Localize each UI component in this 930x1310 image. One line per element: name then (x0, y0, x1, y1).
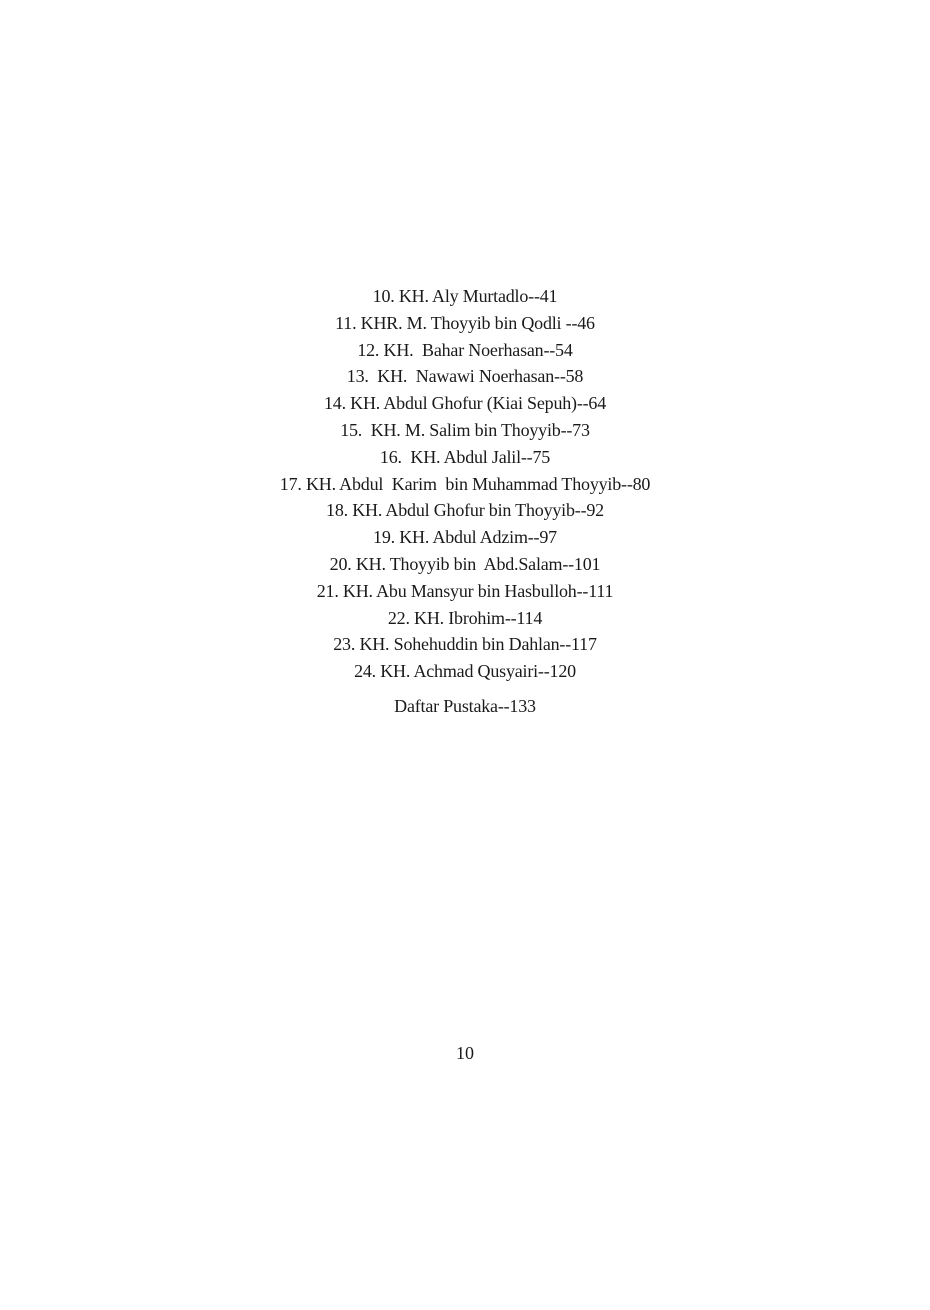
toc-entry-10: 10. KH. Aly Murtadlo--41 (372, 286, 558, 306)
toc-entry-20: 20. KH. Thoyyib bin Abd.Salam--101 (329, 553, 601, 574)
toc-entry-17: 17. KH. Abdul Karim bin Muhammad Thoyyib--80 (279, 473, 651, 494)
toc-entry-19: 19. KH. Abdul Adzim--97 (373, 527, 557, 548)
toc-entry-18: 18. KH. Abdul Ghofur bin Thoyyib--92 (326, 500, 604, 521)
toc-entry-21: 21. KH. Abu Mansyur bin Hasbulloh--111 (316, 580, 614, 601)
table-of-contents (0, 283, 930, 685)
toc-entry-24: 24. KH. Achmad Qusyairi--120 (354, 661, 576, 682)
toc-entry-bibliography: Daftar Pustaka--133 (394, 696, 536, 716)
page-number: 10 (456, 1043, 474, 1063)
toc-entry-12: 12. KH. Bahar Noerhasan--54 (357, 339, 573, 360)
toc-entry-11: 11. KHR. M. Thoyyib bin Qodli --46 (335, 312, 595, 333)
toc-entry-14: 14. KH. Abdul Ghofur (Kiai Sepuh)--64 (323, 393, 607, 414)
toc-entry-13: 13. KH. Nawawi Noerhasan--58 (346, 366, 584, 387)
toc-entry-23: 23. KH. Sohehuddin bin Dahlan--117 (333, 634, 597, 655)
toc-entry-15: 15. KH. M. Salim bin Thoyyib--73 (340, 419, 590, 440)
toc-entry-22: 22. KH. Ibrohim--114 (387, 607, 543, 628)
toc-entry-16: 16. KH. Abdul Jalil--75 (379, 446, 551, 467)
